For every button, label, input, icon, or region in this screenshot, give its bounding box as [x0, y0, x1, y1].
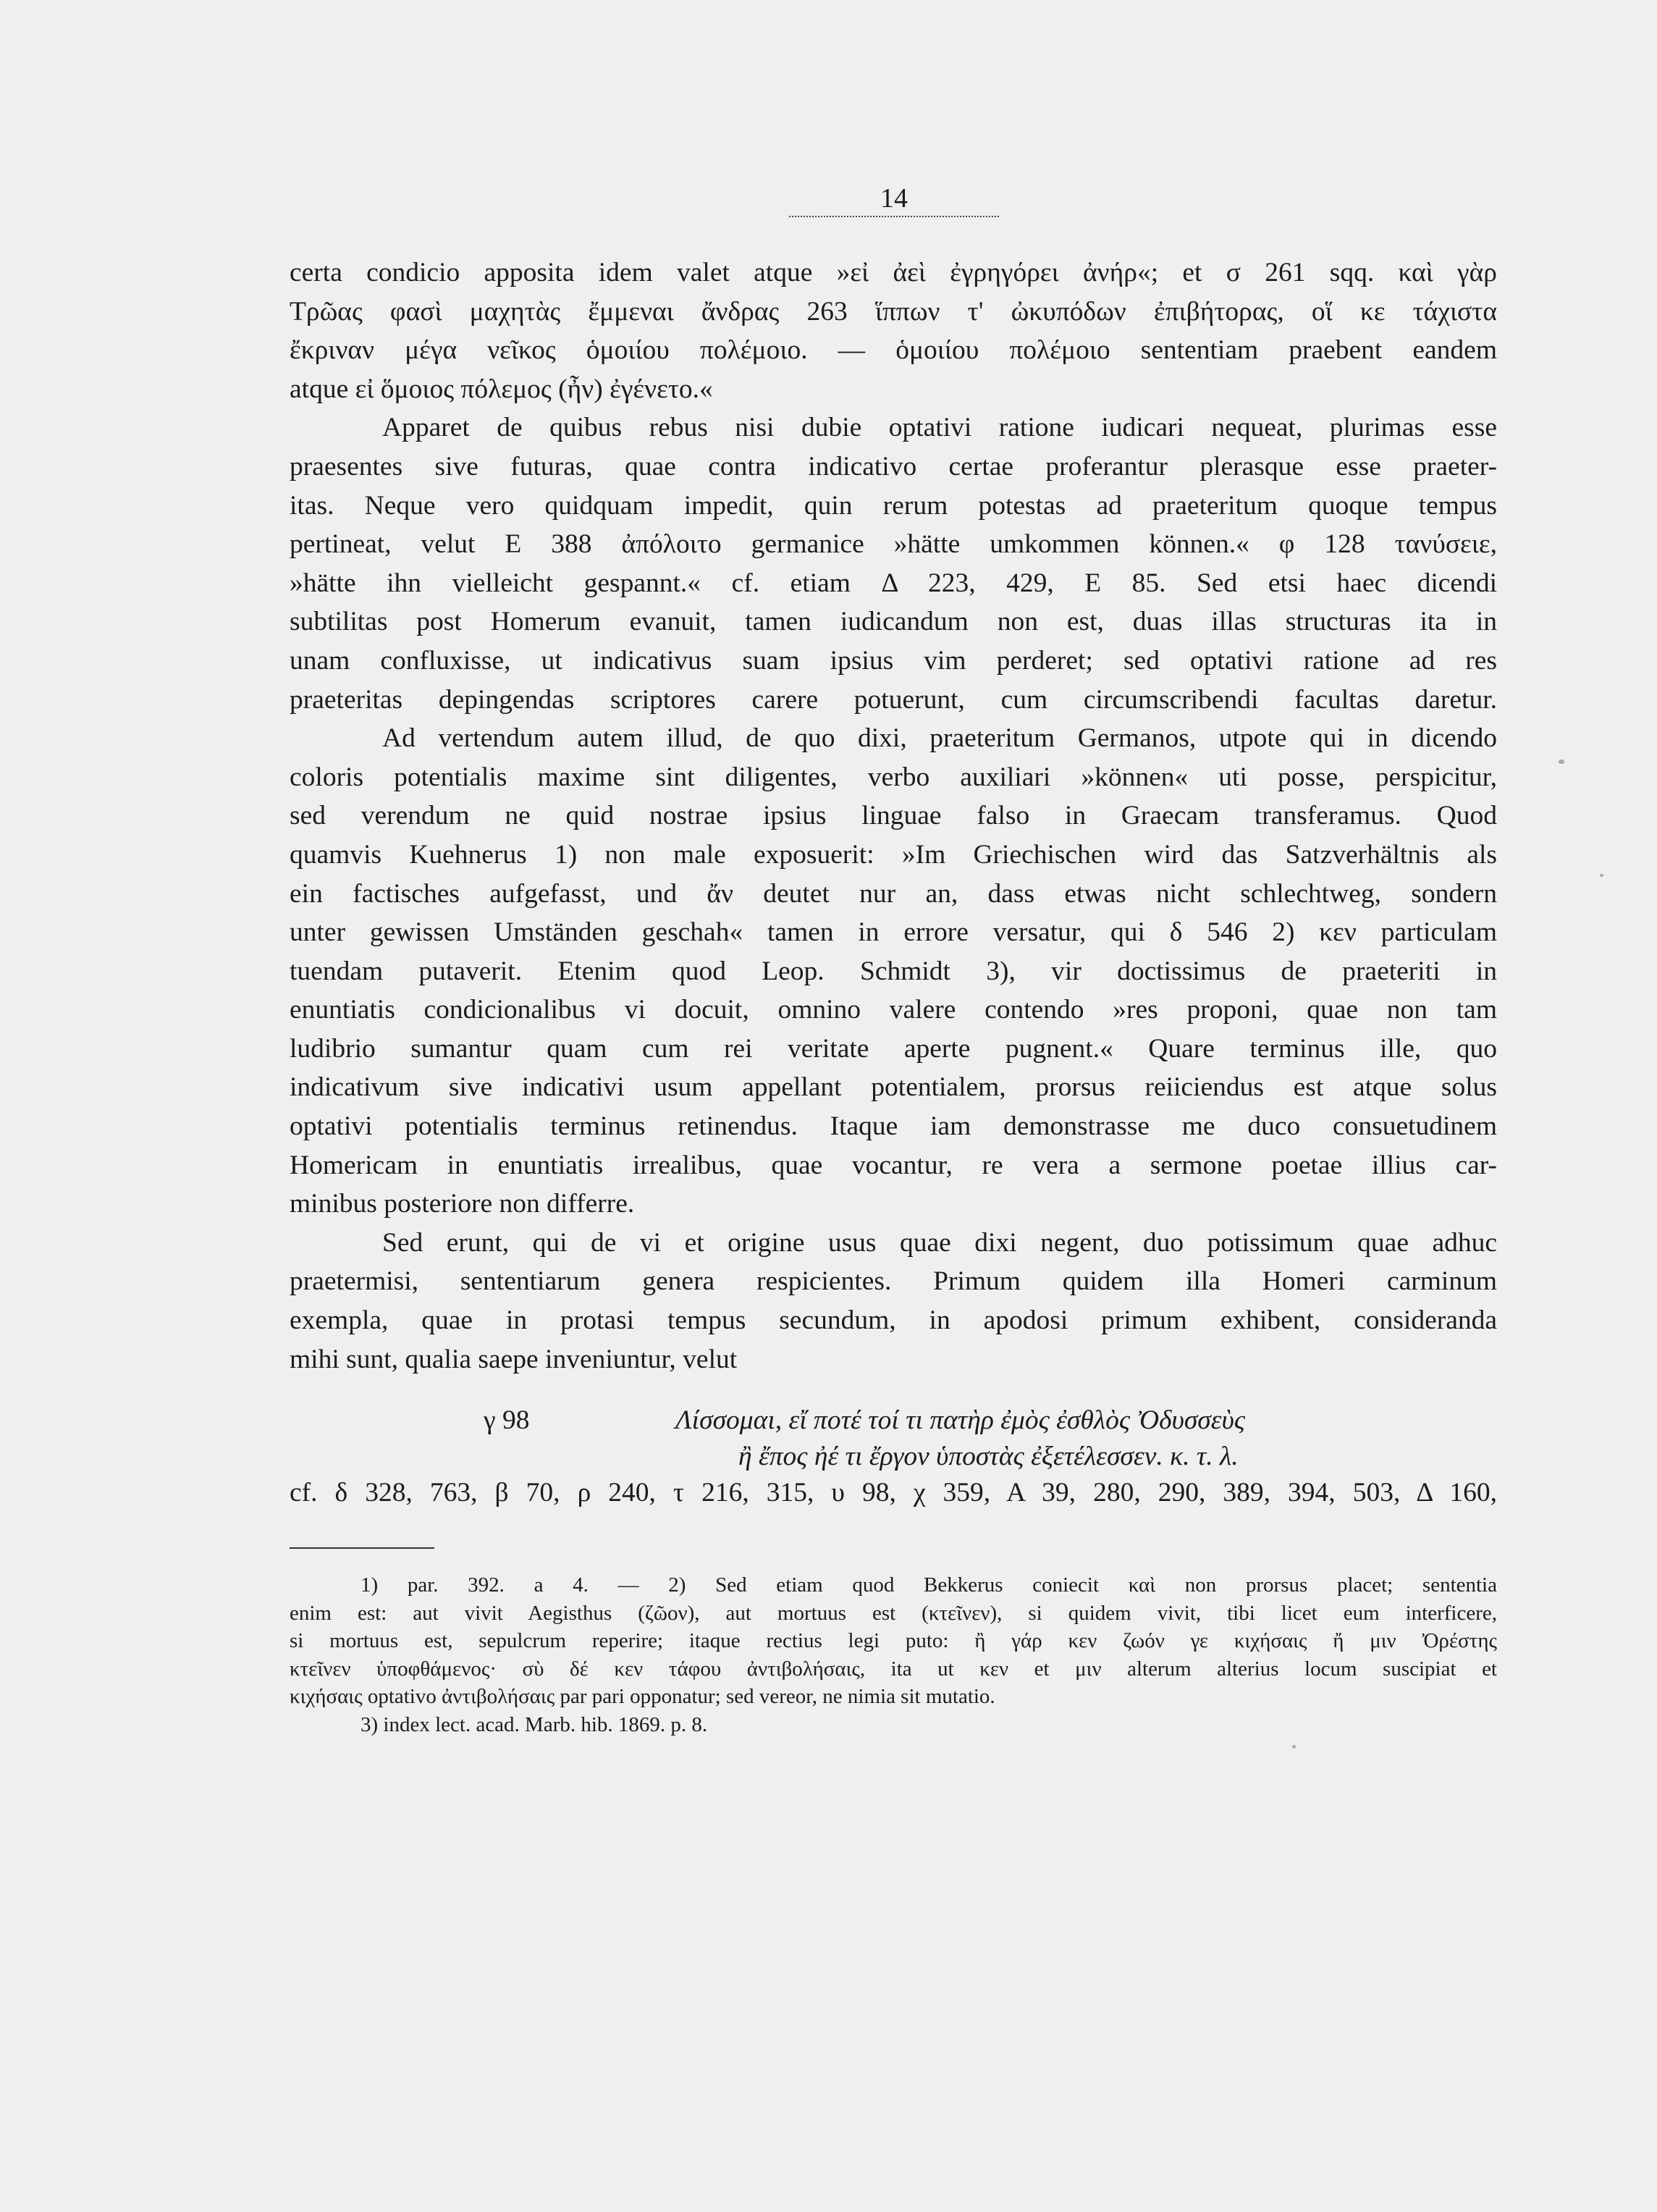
text-line: certa condicio apposita idem valet atque »εἰ ἀεὶ ἐγρηγόρει ἀνήρ«; et σ 261 sqq. καὶ γὰρ [290, 258, 1497, 287]
text-line: enuntiatis condicionalibus vi docuit, omnino valere contendo »res proponi, quae non tam [290, 995, 1497, 1025]
paper-speck [1559, 760, 1564, 764]
footnote-rule [290, 1547, 434, 1549]
text-line: ludibrio sumantur quam cum rei veritate aperte pugnent.« Quare terminus ille, quo [290, 1033, 1497, 1064]
text-line: unam confluxisse, ut indicativus suam ipsius vim perderet; sed optativi ratione ad res [290, 645, 1497, 676]
text-line: Sed erunt, qui de vi et origine usus quae dixi negent, duo potissimum quae adhuc [382, 1227, 1497, 1258]
text-line: unter gewissen Umständen geschah« tamen in errore versatur, qui δ 546 2) κεν particulam [290, 917, 1497, 948]
text-line: itas. Neque vero quidquam impedit, quin rerum potestas ad praeteritum quoque tempus [290, 490, 1497, 521]
footnote-line: 3) index lect. acad. Marb. hib. 1869. p. 8. [361, 1712, 708, 1736]
text-line: ein factisches aufgefasst, und ἄν deutet nur an, dass etwas nicht schlechtweg, sondern [290, 878, 1497, 909]
text-line: indicativum sive indicativi usum appellant potentialem, prorsus reiiciendus est atque solus [290, 1072, 1497, 1103]
text-line: praeteritas depingendas scriptores carere potuerunt, cum circumscribendi facultas daretur. [290, 684, 1497, 715]
text-line: ἔκριναν μέγα νεῖκος ὁμοιίου πολέμοιο. — ὁμοιίου πολέμοιο sententiam praebent eandem [290, 335, 1497, 366]
text-line: Apparet de quibus rebus nisi dubie optativi ratione iudicari nequeat, plurimas esse [382, 413, 1497, 443]
quotation-line [290, 1403, 1497, 1439]
quotation-reference: γ 98 [484, 1405, 530, 1435]
text-line: mihi sunt, qualia saepe inveniuntur, velut [290, 1344, 738, 1374]
footnote-line: si mortuus est, sepulcrum reperire; itaque rectius legi puto: ἢ γάρ κεν ζωόν γε κιχήσαις ἤ μιν Ὀρέστης [290, 1629, 1497, 1652]
text-line: minibus posteriore non differre. [290, 1189, 635, 1219]
text-line: pertineat, velut Ε 388 ἀπόλοιτο germanice »hätte umkommen können.« φ 128 τανύσειε, [290, 529, 1497, 560]
greek-quotation [290, 1403, 1497, 1511]
text-line: Homericam in enuntiatis irrealibus, quae vocantur, re vera a sermone poetae illius car- [290, 1150, 1497, 1180]
text-line: Ad vertendum autem illud, de quo dixi, praeteritum Germanos, utpote qui in dicendo [382, 723, 1497, 754]
quotation-text: Λίσσομαι, εἴ ποτέ τοί τι πατὴρ ἐμὸς ἐσθλὸς Ὀδυσσεὺς [675, 1405, 1246, 1435]
quotation-line: ἢ ἔπος ἠέ τι ἔργον ὑποστὰς ἐξετέλεσσεν. κ. τ. λ. [738, 1442, 1239, 1471]
text-line: optativi potentialis terminus retinendus. Itaque iam demonstrasse me duco consuetudinem [290, 1111, 1497, 1142]
text-line: tuendam putaverit. Etenim quod Leop. Schmidt 3), vir doctissimus de praeteriti in [290, 956, 1497, 986]
text-line: quamvis Kuehnerus 1) non male exposuerit: »Im Griechischen wird das Satzverhältnis als [290, 839, 1497, 870]
text-line: sed verendum ne quid nostrae ipsius linguae falso in Graecam transferamus. Quod [290, 801, 1497, 831]
text-line: praesentes sive futuras, quae contra indicativo certae proferantur plerasque esse praeter- [290, 451, 1497, 481]
page-number-rule [789, 216, 999, 217]
text-line: exempla, quae in protasi tempus secundum, in apodosi primum exhibent, consideranda [290, 1305, 1497, 1336]
text-line: subtilitas post Homerum evanuit, tamen iudicandum non est, duas illas structuras ita in [290, 607, 1497, 637]
footnote-line: 1) par. 392. a 4. — 2) Sed etiam quod Bekkerus coniecit καὶ non prorsus placet; sententia [361, 1573, 1497, 1597]
paper-speck [1292, 1745, 1296, 1749]
text-line: praetermisi, sententiarum genera respicientes. Primum quidem illa Homeri carminum [290, 1266, 1497, 1297]
text-line: atque εἰ ὅμοιος πόλεμος (ἦν) ἐγένετο.« [290, 374, 713, 404]
cf-reference-line: cf. δ 328, 763, β 70, ρ 240, τ 216, 315, υ 98, χ 359, Α 39, 280, 290, 389, 394, 503, Δ 160, [290, 1478, 1497, 1507]
footnotes [290, 1571, 1497, 1738]
text-line: coloris potentialis maxime sint diligentes, verbo auxiliari »können« uti posse, perspicitur, [290, 762, 1497, 792]
body-text [290, 253, 1497, 1379]
footnote-line: κιχήσαις optativo ἀντιβολήσαις par pari opponatur; sed vereor, ne nimia sit mutatio. [290, 1685, 995, 1708]
paper-speck [1600, 874, 1603, 877]
page-number: 14 [880, 183, 908, 214]
footnote-line: enim est: aut vivit Aegisthus (ζῶον), aut mortuus est (κτεῖνεν), si quidem vivit, tibi licet eum interficere, [290, 1601, 1497, 1625]
text-line: »hätte ihn vielleicht gespannt.« cf. etiam Δ 223, 429, Ε 85. Sed etsi haec dicendi [290, 568, 1497, 598]
text-line: Τρῶας φασὶ μαχητὰς ἔμμεναι ἄνδρας 263 ἵππων τ' ὠκυπόδων ἐπιβήτορας, οἵ κε τάχιστα [290, 296, 1497, 327]
footnote-line: κτεῖνεν ὑποφθάμενος· σὺ δέ κεν τάφου ἀντιβολήσαις, ita ut κεν et μιν alterum alterius locum suscipiat et [290, 1657, 1497, 1681]
